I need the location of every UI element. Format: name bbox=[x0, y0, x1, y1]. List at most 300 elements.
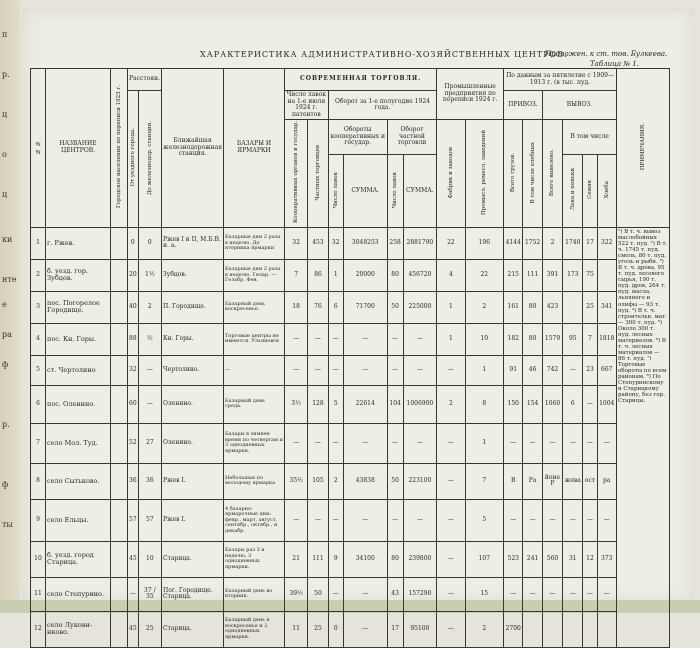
row-factories: — bbox=[437, 577, 465, 611]
row-shops-state: 11 bbox=[285, 611, 308, 647]
row-grain: 1818 bbox=[597, 323, 617, 355]
row-flax: — bbox=[563, 577, 583, 611]
row-count2: 104 bbox=[387, 385, 403, 423]
margin-text: ф bbox=[2, 360, 9, 369]
col-sum2: СУММА. bbox=[403, 155, 437, 228]
row-incl-grain: 154 bbox=[523, 385, 542, 423]
row-bazaars: Базарные дни 2 раза в неделю. Гелар. — Гельбр. Фев. bbox=[224, 259, 285, 291]
row-sum2: 2881790 bbox=[403, 227, 437, 259]
table-row bbox=[31, 611, 670, 647]
row-count1: — bbox=[328, 355, 343, 385]
margin-text: ки bbox=[2, 235, 13, 244]
row-count2: 50 bbox=[387, 463, 403, 499]
margin-text: р. bbox=[2, 420, 10, 429]
row-sum1: 22614 bbox=[343, 385, 387, 423]
row-total-cargo: 161 bbox=[504, 291, 523, 323]
col-total-cargo: Всего грузов. bbox=[504, 120, 523, 228]
row-name: б. уезд. город Старица. bbox=[46, 541, 111, 577]
row-total-cargo: 150 bbox=[504, 385, 523, 423]
row-station: Оленино. bbox=[162, 423, 224, 463]
row-total-cargo: 523 bbox=[504, 541, 523, 577]
row-count1: 6 bbox=[328, 291, 343, 323]
col-count2: Число лавок bbox=[387, 155, 403, 228]
row-sum1: — bbox=[343, 323, 387, 355]
row-incl-grain bbox=[523, 611, 542, 647]
row-bazaars: Небольшая по молодому ярмарка bbox=[224, 463, 285, 499]
row-total-departure: 2 bbox=[542, 227, 562, 259]
row-num: 7 bbox=[31, 423, 46, 463]
row-incl-grain: — bbox=[523, 423, 542, 463]
row-grain: 1004 bbox=[597, 385, 617, 423]
row-dist-rail: 36 bbox=[138, 463, 161, 499]
row-shops-state: 32 bbox=[285, 227, 308, 259]
row-population bbox=[111, 541, 128, 577]
col-arrival: ПРИВОЗ. bbox=[504, 91, 543, 120]
table-row bbox=[31, 423, 670, 463]
row-total-cargo: — bbox=[504, 423, 523, 463]
col-distance-town: От уездного города. bbox=[128, 91, 139, 228]
row-name: село Степурино. bbox=[46, 577, 111, 611]
col-station: Ближайшая железнодорожная станция. bbox=[162, 69, 224, 228]
row-shops-state: — bbox=[285, 499, 308, 541]
margin-text: ра bbox=[2, 330, 12, 339]
row-artisans: 5 bbox=[465, 499, 503, 541]
row-total-departure: 1579 bbox=[542, 323, 562, 355]
row-population bbox=[111, 611, 128, 647]
row-artisans: 7 bbox=[465, 463, 503, 499]
row-station: Старица. bbox=[162, 541, 224, 577]
row-bazaars: Базарный день среда. bbox=[224, 385, 285, 423]
row-artisans: 107 bbox=[465, 541, 503, 577]
row-num: 8 bbox=[31, 463, 46, 499]
row-factories: — bbox=[437, 423, 465, 463]
row-shops-state: — bbox=[285, 355, 308, 385]
row-artisans: 15 bbox=[465, 577, 503, 611]
row-dist-rail: 27 bbox=[138, 423, 161, 463]
margin-text: ц bbox=[2, 190, 8, 199]
row-total-cargo: 91 bbox=[504, 355, 523, 385]
row-count1: — bbox=[328, 323, 343, 355]
row-seeds: ост bbox=[583, 463, 597, 499]
row-shops-state: 39½ bbox=[285, 577, 308, 611]
row-bazaars: 4 базарно-ярмарочные дни: февр., март, август, сентябр., октябр., и декабр. bbox=[224, 499, 285, 541]
row-grain: 341 bbox=[597, 291, 617, 323]
row-total-cargo: В bbox=[504, 463, 523, 499]
col-industry-group: Промышленные предприятия по переписи 1924 г. bbox=[437, 69, 504, 120]
row-sum2: 239800 bbox=[403, 541, 437, 577]
row-name: пос. Погорелое Городище. bbox=[46, 291, 111, 323]
row-num: 9 bbox=[31, 499, 46, 541]
row-station: Кн. Горы. bbox=[162, 323, 224, 355]
row-flax: 1740 bbox=[563, 227, 583, 259]
col-shops-private: Частных торговцев bbox=[308, 120, 328, 228]
row-shops-private: 76 bbox=[308, 291, 328, 323]
row-count1: 0 bbox=[328, 611, 343, 647]
row-num: 2 bbox=[31, 259, 46, 291]
row-sum1: — bbox=[343, 611, 387, 647]
row-shops-state: — bbox=[285, 323, 308, 355]
row-flax: 6 bbox=[563, 385, 583, 423]
row-population bbox=[111, 385, 128, 423]
row-seeds: — bbox=[583, 385, 597, 423]
row-num: 11 bbox=[31, 577, 46, 611]
row-shops-state: 7 bbox=[285, 259, 308, 291]
row-station: Оленино. bbox=[162, 385, 224, 423]
row-grain: 373 bbox=[597, 541, 617, 577]
row-total-departure: 391 bbox=[542, 259, 562, 291]
row-sum1: — bbox=[343, 355, 387, 385]
row-shops-private: 453 bbox=[308, 227, 328, 259]
row-num: 10 bbox=[31, 541, 46, 577]
row-factories: — bbox=[437, 541, 465, 577]
row-name: село Мол. Туд. bbox=[46, 423, 111, 463]
col-export-group: По данным за пятилетие с 1909—1913 г. (в тыс. пуд. bbox=[504, 69, 617, 91]
row-station: Чертолино. bbox=[162, 355, 224, 385]
row-flax bbox=[563, 611, 583, 647]
row-sum1: — bbox=[343, 423, 387, 463]
row-num: 12 bbox=[31, 611, 46, 647]
row-name: пос. Оленино. bbox=[46, 385, 111, 423]
appendix-note: Приложен. к ст. тов. Булкеева. bbox=[545, 50, 668, 58]
row-incl-grain: 241 bbox=[523, 541, 542, 577]
row-seeds: 25 bbox=[583, 291, 597, 323]
row-name: село Луковинково. bbox=[46, 611, 111, 647]
row-num: 5 bbox=[31, 355, 46, 385]
row-station: Ржев I и II, М.Б.В. и. а. bbox=[162, 227, 224, 259]
row-station: Ржев I. bbox=[162, 463, 224, 499]
row-count2: 258 bbox=[387, 227, 403, 259]
row-incl-grain: 111 bbox=[523, 259, 542, 291]
notes-column: ¹) В т. ч. вывоз маслобойных 522 т. пуд. ²) В т. ч. 1745 т. пуд. смоль, 80 т. пуд. уголь и рыбн. ³) В т. ч. дрова, 95 т. пуд. лесового сырья, 190 т. пуд. дров, 264 т. пуд. масла, льняного и олифы — 93 т. пуд. ⁴) В т. ч. строительн. мат. — 300 т. пуд. ⁵) Около 300 т. пуд. лесных материалов. ⁶) В т. ч. лесных материалов — 86 т. пуд. ⁷) Торговые обороты по всем районам. ⁸) По Степуринскому и Старицкому району, без гор. Старицы. bbox=[617, 227, 670, 647]
row-flax: жева bbox=[563, 463, 583, 499]
col-artisans: Промысл. ремесл. заведений bbox=[465, 120, 503, 228]
data-table bbox=[30, 68, 670, 648]
row-grain: 667 bbox=[597, 355, 617, 385]
row-seeds: — bbox=[583, 423, 597, 463]
col-shops-state: Кооперативных органов и государ. bbox=[285, 120, 308, 228]
row-bazaars: Базарный день в воскресенье и 2 однодневных ярмарки. bbox=[224, 611, 285, 647]
row-dist-rail: ½ bbox=[138, 323, 161, 355]
row-incl-grain: — bbox=[523, 499, 542, 541]
col-private-group: Оборот частной торговли bbox=[387, 120, 437, 155]
row-population bbox=[111, 227, 128, 259]
col-shops-count: Число лавок на 1-е июля 1924 г. патентов bbox=[285, 91, 329, 120]
row-grain: — bbox=[597, 423, 617, 463]
table-row bbox=[31, 577, 670, 611]
col-turnover-group: Оборот за 1-е полугодие 1924 года. bbox=[328, 91, 437, 120]
row-bazaars: Базарные дни 2 раза в неделю. До вторника ярмарки bbox=[224, 227, 285, 259]
row-sum2: 157290 bbox=[403, 577, 437, 611]
row-seeds: 7 bbox=[583, 323, 597, 355]
row-artisans: 2 bbox=[465, 611, 503, 647]
row-population bbox=[111, 463, 128, 499]
row-incl-grain: Ра bbox=[523, 463, 542, 499]
row-count2: 80 bbox=[387, 541, 403, 577]
row-dist-rail: 2 bbox=[138, 291, 161, 323]
table-row bbox=[31, 259, 670, 291]
col-departure: ВЫВОЗ. bbox=[542, 91, 616, 120]
row-seeds: 17 bbox=[583, 227, 597, 259]
row-bazaars: — bbox=[224, 355, 285, 385]
col-population: Городское население по переписи 1923 г. bbox=[111, 69, 128, 228]
row-sum2: 456720 bbox=[403, 259, 437, 291]
row-dist-town: 57 bbox=[128, 499, 139, 541]
row-sum2: — bbox=[403, 423, 437, 463]
row-count2: 80 bbox=[387, 259, 403, 291]
row-dist-rail: 37 / 35 bbox=[138, 577, 161, 611]
row-count1: — bbox=[328, 499, 343, 541]
margin-text: ф bbox=[2, 480, 9, 489]
row-sum2: 95100 bbox=[403, 611, 437, 647]
row-grain: ра bbox=[597, 463, 617, 499]
col-flax: Льна и пеньки bbox=[563, 155, 583, 228]
row-count2: — bbox=[387, 355, 403, 385]
row-shops-private: 50 bbox=[308, 577, 328, 611]
row-shops-private: — bbox=[308, 355, 328, 385]
row-sum1: 3048253 bbox=[343, 227, 387, 259]
row-dist-town: 88 bbox=[128, 323, 139, 355]
row-shops-private: 111 bbox=[308, 541, 328, 577]
row-shops-state: — bbox=[285, 423, 308, 463]
row-count1: 5 bbox=[328, 385, 343, 423]
row-dist-town: 32 bbox=[128, 355, 139, 385]
row-count1: — bbox=[328, 577, 343, 611]
page-title: ХАРАКТЕРИСТИКА АДМИНИСТРАТИВНО-ХОЗЯЙСТВЕННЫХ ЦЕНТРОВ. bbox=[200, 50, 568, 59]
col-name: НАЗВАНИЕ ЦЕНТРОВ. bbox=[46, 69, 111, 228]
row-flax: 95 bbox=[563, 323, 583, 355]
row-total-departure: — bbox=[542, 423, 562, 463]
row-total-departure: 1060 bbox=[542, 385, 562, 423]
row-name: ст. Чертолино bbox=[46, 355, 111, 385]
row-artisans: 1 bbox=[465, 423, 503, 463]
row-dist-town: 20 bbox=[128, 259, 139, 291]
row-sum1: 34100 bbox=[343, 541, 387, 577]
row-count2: 43 bbox=[387, 577, 403, 611]
row-num: 6 bbox=[31, 385, 46, 423]
col-coop-state-group: Обороты кооперативных и государ. bbox=[328, 120, 387, 155]
row-flax: — bbox=[563, 499, 583, 541]
row-sum2: 225000 bbox=[403, 291, 437, 323]
row-count2: — bbox=[387, 499, 403, 541]
row-total-cargo: 2700 bbox=[504, 611, 523, 647]
row-flax bbox=[563, 291, 583, 323]
col-grain: Хлеба bbox=[597, 155, 617, 228]
row-grain: — bbox=[597, 499, 617, 541]
row-grain: — bbox=[597, 577, 617, 611]
row-shops-state: 18 bbox=[285, 291, 308, 323]
row-bazaars: Базары раз 3 в неделю, 3 однодневных ярмарки. bbox=[224, 541, 285, 577]
row-dist-rail: 25 bbox=[138, 611, 161, 647]
row-count1: 32 bbox=[328, 227, 343, 259]
row-factories: — bbox=[437, 611, 465, 647]
row-grain: 322 bbox=[597, 227, 617, 259]
row-shops-private: 25 bbox=[308, 611, 328, 647]
row-dist-rail: — bbox=[138, 355, 161, 385]
col-num: № № bbox=[31, 69, 46, 228]
row-dist-town: 60 bbox=[128, 385, 139, 423]
col-bazaars: БАЗАРЫ И ЯРМАРКИ bbox=[224, 69, 285, 228]
col-seeds: Семян bbox=[583, 155, 597, 228]
col-distance-rail: До железнодор. станции. bbox=[138, 91, 161, 228]
col-sum1: СУММА. bbox=[343, 155, 387, 228]
row-seeds: 12 bbox=[583, 541, 597, 577]
row-station: Пог. Городище. Старица. bbox=[162, 577, 224, 611]
margin-text: е bbox=[2, 300, 7, 309]
row-shops-private: 86 bbox=[308, 259, 328, 291]
table-row bbox=[31, 541, 670, 577]
row-factories: 22 bbox=[437, 227, 465, 259]
margin-text: п bbox=[2, 30, 8, 39]
row-count2: 50 bbox=[387, 291, 403, 323]
row-dist-rail: — bbox=[138, 385, 161, 423]
row-factories: 2 bbox=[437, 385, 465, 423]
table-number: Таблица № 1. bbox=[590, 60, 639, 68]
row-num: 3 bbox=[31, 291, 46, 323]
row-shops-private: 105 bbox=[308, 463, 328, 499]
col-trade-group: СОВРЕМЕННАЯ ТОРГОВЛЯ. bbox=[285, 69, 437, 91]
row-seeds bbox=[583, 611, 597, 647]
row-sum2: 223100 bbox=[403, 463, 437, 499]
margin-text: р. bbox=[2, 70, 10, 79]
row-population bbox=[111, 323, 128, 355]
row-incl-grain: 1752 bbox=[523, 227, 542, 259]
row-station: Старица. bbox=[162, 611, 224, 647]
row-artisans: 196 bbox=[465, 227, 503, 259]
row-name: пос. Кн. Горы. bbox=[46, 323, 111, 355]
row-count1: — bbox=[328, 423, 343, 463]
row-dist-town: 40 bbox=[128, 291, 139, 323]
row-name: б. уезд. гор. Зубцов. bbox=[46, 259, 111, 291]
margin-text: о bbox=[2, 150, 7, 159]
row-total-cargo: 215 bbox=[504, 259, 523, 291]
row-sum2: 1006900 bbox=[403, 385, 437, 423]
row-dist-town: 52 bbox=[128, 423, 139, 463]
row-num: 4 bbox=[31, 323, 46, 355]
row-flax: — bbox=[563, 423, 583, 463]
row-dist-rail: 1½ bbox=[138, 259, 161, 291]
table-row bbox=[31, 385, 670, 423]
row-seeds: 23 bbox=[583, 355, 597, 385]
col-notes: ПРИМЕЧАНИЯ. bbox=[617, 69, 670, 228]
row-total-departure: — bbox=[542, 499, 562, 541]
row-total-departure: йоне Р bbox=[542, 463, 562, 499]
row-artisans: 8 bbox=[465, 385, 503, 423]
row-artisans: 22 bbox=[465, 259, 503, 291]
row-bazaars: Торговые центры не имеются. Ульяновск bbox=[224, 323, 285, 355]
row-total-departure: 560 bbox=[542, 541, 562, 577]
row-bazaars: Базарный день воскресенье. bbox=[224, 291, 285, 323]
col-count1: Число лавок bbox=[328, 155, 343, 228]
row-bazaars: Базары в зимнее время по четвергам и 3 однодневных ярмарки. bbox=[224, 423, 285, 463]
row-dist-rail: 10 bbox=[138, 541, 161, 577]
row-total-departure: 742 bbox=[542, 355, 562, 385]
row-seeds: — bbox=[583, 499, 597, 541]
row-population bbox=[111, 577, 128, 611]
row-sum1: 71700 bbox=[343, 291, 387, 323]
row-count2: — bbox=[387, 323, 403, 355]
row-shops-private: — bbox=[308, 323, 328, 355]
row-dist-rail: 57 bbox=[138, 499, 161, 541]
row-seeds: — bbox=[583, 577, 597, 611]
row-incl-grain: 80 bbox=[523, 291, 542, 323]
row-dist-rail: 0 bbox=[138, 227, 161, 259]
row-num: 1 bbox=[31, 227, 46, 259]
row-shops-private: — bbox=[308, 423, 328, 463]
table-row bbox=[31, 499, 670, 541]
row-station: Ржев I. bbox=[162, 499, 224, 541]
col-factories: Фабрик и заводов bbox=[437, 120, 465, 228]
row-dist-town: 0 bbox=[128, 227, 139, 259]
row-grain bbox=[597, 611, 617, 647]
row-dist-town: 36 bbox=[128, 463, 139, 499]
row-population bbox=[111, 499, 128, 541]
row-dist-town: — bbox=[128, 577, 139, 611]
row-total-departure: — bbox=[542, 577, 562, 611]
row-flax: 173 bbox=[563, 259, 583, 291]
col-incl-grain: В том числе хлебных bbox=[523, 120, 542, 228]
row-count1: 1 bbox=[328, 259, 343, 291]
row-count2: 17 bbox=[387, 611, 403, 647]
row-name: г. Ржев. bbox=[46, 227, 111, 259]
row-total-cargo: 182 bbox=[504, 323, 523, 355]
row-factories: — bbox=[437, 499, 465, 541]
row-shops-private: — bbox=[308, 499, 328, 541]
row-artisans: 10 bbox=[465, 323, 503, 355]
row-name: село Сытьково. bbox=[46, 463, 111, 499]
table-row bbox=[31, 323, 670, 355]
row-count2: — bbox=[387, 423, 403, 463]
row-sum1: 43838 bbox=[343, 463, 387, 499]
row-population bbox=[111, 355, 128, 385]
row-factories: 4 bbox=[437, 259, 465, 291]
row-factories: 1 bbox=[437, 291, 465, 323]
row-total-departure bbox=[542, 611, 562, 647]
row-flax: — bbox=[563, 355, 583, 385]
row-station: П. Городище. bbox=[162, 291, 224, 323]
row-name: село Ельцы. bbox=[46, 499, 111, 541]
row-total-cargo: — bbox=[504, 577, 523, 611]
table-row bbox=[31, 463, 670, 499]
row-dist-town: 45 bbox=[128, 541, 139, 577]
row-sum2: — bbox=[403, 323, 437, 355]
row-flax: 31 bbox=[563, 541, 583, 577]
col-distance-group: Расстоян. bbox=[128, 69, 162, 91]
row-incl-grain: 46 bbox=[523, 355, 542, 385]
row-sum1: — bbox=[343, 577, 387, 611]
row-total-cargo: 4144 bbox=[504, 227, 523, 259]
row-shops-state: 21 bbox=[285, 541, 308, 577]
row-sum2: — bbox=[403, 355, 437, 385]
row-factories: — bbox=[437, 463, 465, 499]
row-sum2: — bbox=[403, 499, 437, 541]
row-shops-state: 3½ bbox=[285, 385, 308, 423]
row-artisans: 1 bbox=[465, 355, 503, 385]
row-population bbox=[111, 423, 128, 463]
col-total-departure: Всего вывезено. bbox=[542, 120, 562, 228]
row-dist-town: 45 bbox=[128, 611, 139, 647]
row-total-departure: 423 bbox=[542, 291, 562, 323]
row-grain bbox=[597, 259, 617, 291]
row-sum1: — bbox=[343, 499, 387, 541]
row-shops-state: 35½ bbox=[285, 463, 308, 499]
row-factories: — bbox=[437, 355, 465, 385]
row-bazaars: Базарный день во вторник. bbox=[224, 577, 285, 611]
margin-text: ты bbox=[2, 520, 13, 529]
row-artisans: 2 bbox=[465, 291, 503, 323]
row-population bbox=[111, 291, 128, 323]
row-population bbox=[111, 259, 128, 291]
row-total-cargo: — bbox=[504, 499, 523, 541]
